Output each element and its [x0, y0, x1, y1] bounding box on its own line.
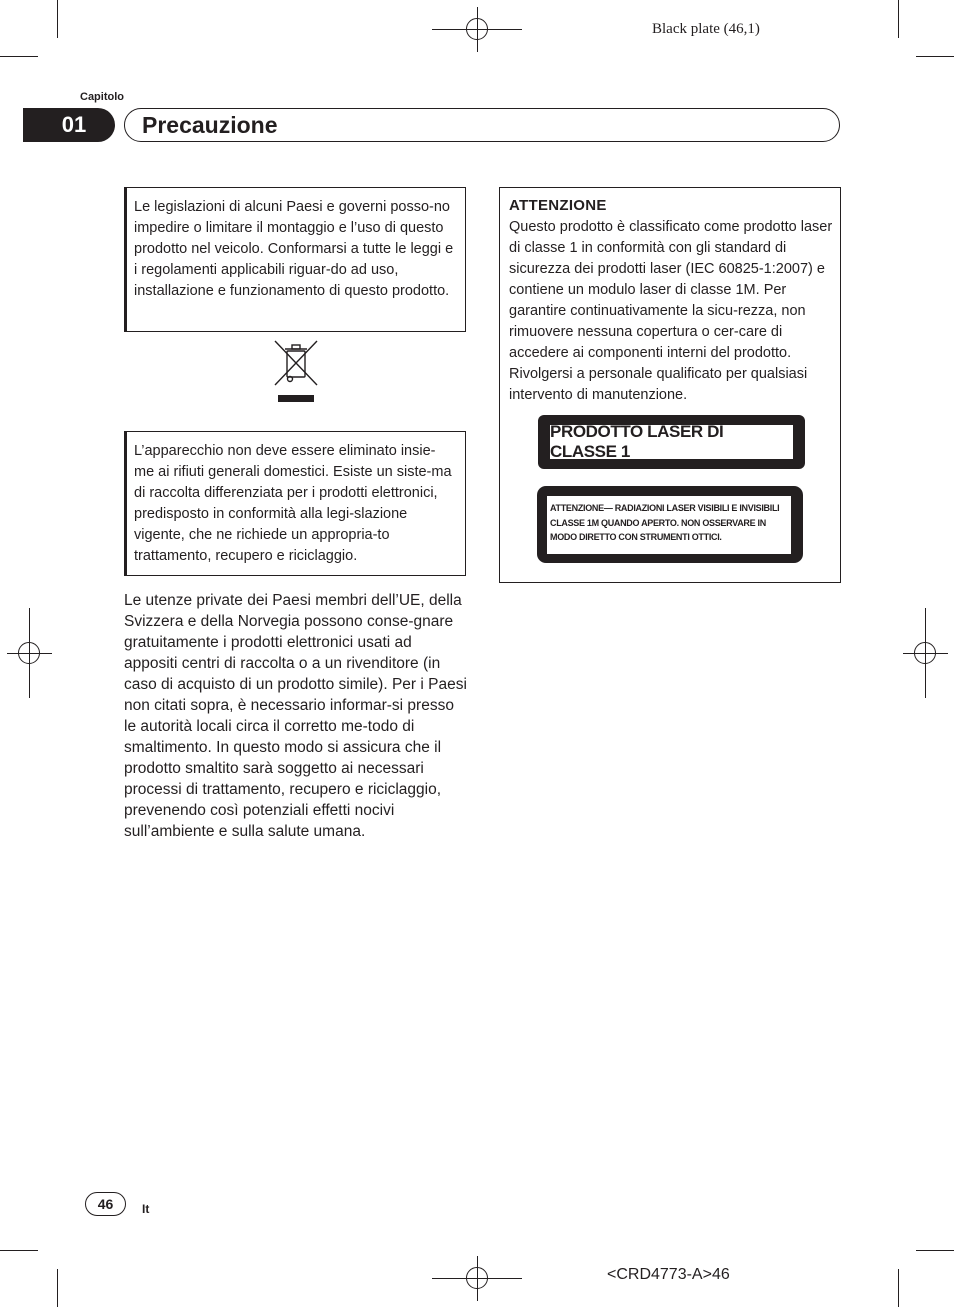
disposal-paragraph: Le utenze private dei Paesi membri dell’UE, della Svizzera e della Norvegia possono conse-gnare gratuitamente i prodotti elettronici usati ad appositi centri di raccolta o a un rivenditore (in caso di acquisto di un prodotto simile). Per i Paesi non citati sopra, è necessario informar-si presso le autorità locali circa il corretto me-todo di smaltimento. In questo modo si assicura che il prodotto smaltito sarà soggetto ai necessari processi di trattamento, recupero e riciclaggio, prevenendo così potenziali effetti nocivi sull’ambiente e sulla salute umana.: [124, 592, 467, 840]
laser-class-label-text: PRODOTTO LASER DI CLASSE 1: [550, 425, 793, 459]
chapter-title: Precauzione: [124, 108, 840, 142]
disposal-note: L’apparecchio non deve essere eliminato insie-me ai rifiuti generali domestici. Esiste un siste-ma di raccolta differenziata per i prodotti elettronici, predisposto in conformità alla legi-slazione vigente, che ne richiede un appropria-to trattamento, recupero e riciclaggio.: [124, 431, 466, 576]
page-number: 46: [85, 1192, 126, 1216]
laser-warning-label: [537, 486, 803, 563]
legislation-note: Le legislazioni di alcuni Paesi e governi posso-no impedire o limitare il montaggio e l’uso di questo prodotto nel veicolo. Conformarsi a tutte le leggi e i regolamenti applicabili riguar-do ad uso, installazione e funzionamento di questo prodotto.: [124, 187, 466, 332]
chapter-number: 01: [23, 108, 115, 142]
language-code: It: [142, 1202, 150, 1216]
plate-label: Black plate (46,1): [652, 21, 760, 37]
crossed-out-wheeled-bin-icon: [273, 339, 319, 403]
laser-warning-label-text: ATTENZIONE— RADIAZIONI LASER VISIBILI E INVISIBILI CLASSE 1M QUANDO APERTO. NON OSSERVARE IN MODO DIRETTO CON STRUMENTI OTTICI.: [547, 496, 791, 554]
chapter-label: Capitolo: [80, 91, 124, 103]
attention-title: ATTENZIONE: [509, 197, 607, 214]
document-code: <CRD4773-A>46: [607, 1266, 730, 1283]
laser-class-label: [538, 415, 805, 469]
attention-text: Questo prodotto è classificato come prodotto laser di classe 1 in conformità con gli standard di sicurezza dei prodotti laser (IEC 60825-1:2007) e contiene un modulo laser di classe 1M. Per garantire continuativamente la sicu-rezza, non rimuovere nessuna copertura o cer-care di accedere ai componenti interni del prodotto. Rivolgersi a personale qualificato per qualsiasi intervento di manutenzione.: [509, 219, 833, 403]
